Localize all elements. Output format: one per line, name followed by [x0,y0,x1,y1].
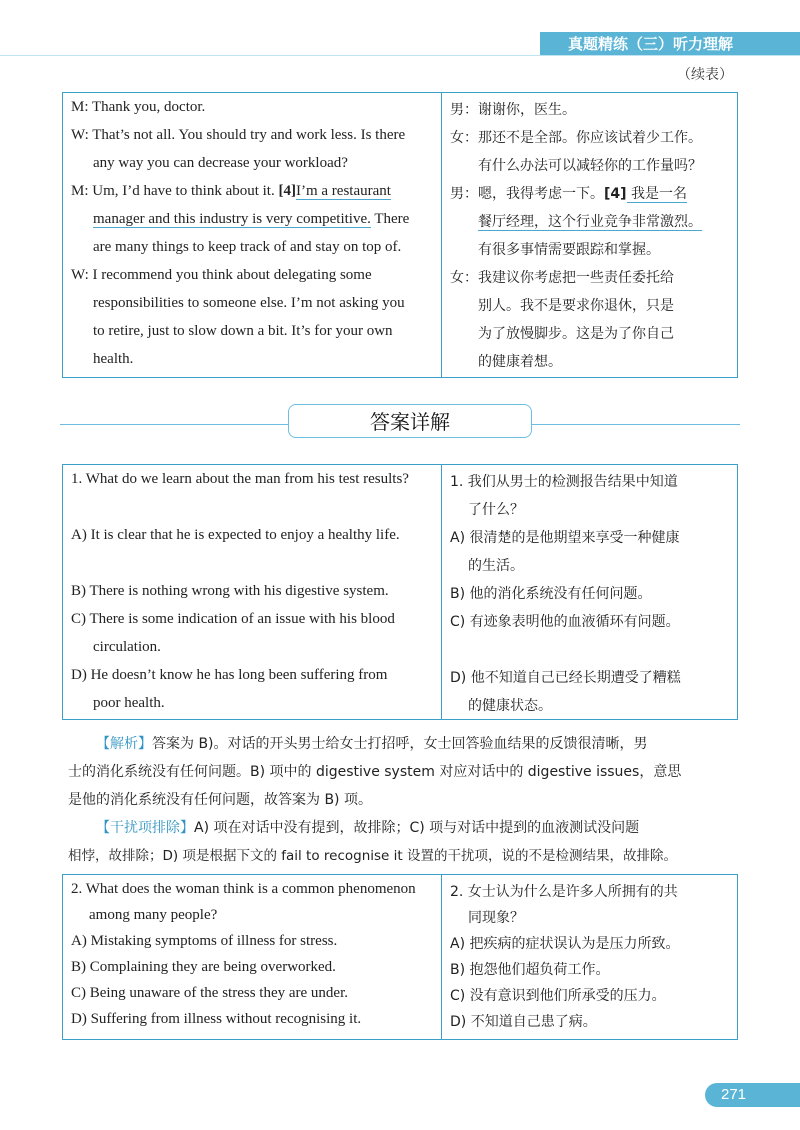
question-stem-cont: among many people? [89,907,218,923]
dialogue-line: to retire, just to slow down a bit. It’s for your own [93,323,393,339]
analysis-tag: 【解析】 [96,736,152,752]
question-stem-zh: 1. 我们从男士的检测报告结果中知道 [450,474,678,490]
question-stem-zh-cont: 同现象？ [468,910,524,926]
option-a-zh: A) 把疾病的症状误认为是压力所致。 [450,936,680,952]
distractor-text: 相悖，故排除；D) 项是根据下文的 fail to recognise it 设置的干扰项，说的不是检测结果，故排除。 [68,848,677,864]
dialogue-line-zh [450,183,687,203]
option-d-cont: poor health. [93,695,165,711]
question-1-chinese [442,465,738,720]
distractor-text: A) 项在对话中没有提到，故排除；C) 项与对话中提到的血液测试没问题 [194,820,640,836]
option-b: B) Complaining they are being overworked. [71,959,336,975]
header-divider [0,55,800,56]
option-b-zh: B) 他的消化系统没有任何问题。 [450,586,652,602]
option-b-zh: B) 抱怨他们超负荷工作。 [450,962,610,978]
analysis-text: 答案为 B)。对话的开头男士给女士打招呼，女士回答验血结果的反馈很清晰，男 [152,736,648,752]
option-c-zh: C) 有迹象表明他的血液循环有问题。 [450,614,680,630]
highlighted-text: manager and this industry is very competitive. [93,211,371,227]
dialogue-line-zh: 女：那还不是全部。你应该试着少工作。 [450,130,702,146]
dialogue-table [62,92,738,378]
option-a-zh-cont: 的生活。 [468,558,524,574]
option-a: A) Mistaking symptoms of illness for stress. [71,933,338,949]
dialogue-line [71,183,391,200]
analysis-paragraph [68,730,748,814]
option-c-cont: circulation. [93,639,161,655]
dialogue-line: responsibilities to someone else. I’m not asking you [93,295,405,311]
dialogue-text: There [370,211,410,227]
dialogue-line-zh: 女：我建议你考虑把一些责任委托给 [450,270,674,286]
continued-label: （续表） [677,67,733,83]
dialogue-line: M: Thank you, doctor. [71,99,206,115]
question-1-table [62,464,738,720]
chapter-header: 真题精练（三）听力理解 [540,32,800,56]
distractor-paragraph [68,814,748,870]
option-c: C) Being unaware of the stress they are under. [71,985,348,1001]
answer-marker: [4] [278,183,296,199]
option-b: B) There is nothing wrong with his digestive system. [71,583,389,599]
dialogue-line-zh [478,211,702,231]
dialogue-line: W: That’s not all. You should try and work less. Is there [71,127,406,143]
question-stem-zh-cont: 了什么？ [468,502,524,518]
option-c: C) There is some indication of an issue with his blood [71,611,395,627]
option-a-zh: A) 很清楚的是他期望来享受一种健康 [450,530,680,546]
question-2-table [62,874,738,1040]
option-c-zh: C) 没有意识到他们所承受的压力。 [450,988,666,1004]
question-1-english [63,465,442,720]
option-a: A) It is clear that he is expected to enjoy a healthy life. [71,527,400,543]
dialogue-text: M: Um, I’d have to think about it. [71,183,279,199]
option-d: D) Suffering from illness without recognising it. [71,1011,362,1027]
analysis-text: 士的消化系统没有任何问题。B) 项中的 digestive system 对应对话中的 digestive issues，意思 [68,764,682,780]
question-2-english [63,875,442,1040]
option-d-zh: D) 他不知道自己已经长期遭受了糟糕 [450,670,681,686]
dialogue-text: 男：嗯，我得考虑一下。 [450,186,604,202]
question-stem: 1. What do we learn about the man from his test results? [71,471,409,487]
question-2-chinese [442,875,738,1040]
answer-marker: [4] [604,186,627,202]
dialogue-line-zh: 有很多事情需要跟踪和掌握。 [478,242,660,258]
dialogue-line: W: I recommend you think about delegating some [71,267,372,283]
dialogue-line [93,211,409,228]
dialogue-line: are many things to keep track of and stay on top of. [93,239,402,255]
dialogue-line-zh: 的健康着想。 [478,354,562,370]
dialogue-line-zh: 有什么办法可以减轻你的工作量吗？ [478,158,702,174]
distractor-tag: 【干扰项排除】 [96,820,194,836]
dialogue-line: health. [93,351,134,367]
dialogue-line-zh: 别人。我不是要求你退休，只是 [478,298,674,314]
question-stem: 2. What does the woman think is a common phenomenon [71,881,416,897]
dialogue-line: any way you can decrease your workload? [93,155,348,171]
dialogue-line-zh: 男：谢谢你，医生。 [450,102,576,118]
section-title: 答案详解 [288,404,532,438]
dialogue-english [63,93,442,378]
dialogue-chinese [442,93,738,378]
option-d-zh-cont: 的健康状态。 [468,698,552,714]
dialogue-line-zh: 为了放慢脚步。这是为了你自己 [478,326,674,342]
analysis-text: 是他的消化系统没有任何问题，故答案为 B) 项。 [68,792,372,808]
page-number: 271 [705,1083,800,1107]
highlighted-text: 餐厅经理，这个行业竞争非常激烈。 [478,214,702,230]
option-d-zh: D) 不知道自己患了病。 [450,1014,597,1030]
highlighted-text: I’m a restaurant [295,183,391,199]
highlighted-text: 我是一名 [626,186,687,202]
option-d: D) He doesn’t know he has long been suffering from [71,667,388,683]
answer-section-header [60,402,740,442]
question-stem-zh: 2. 女士认为什么是许多人所拥有的共 [450,884,678,900]
